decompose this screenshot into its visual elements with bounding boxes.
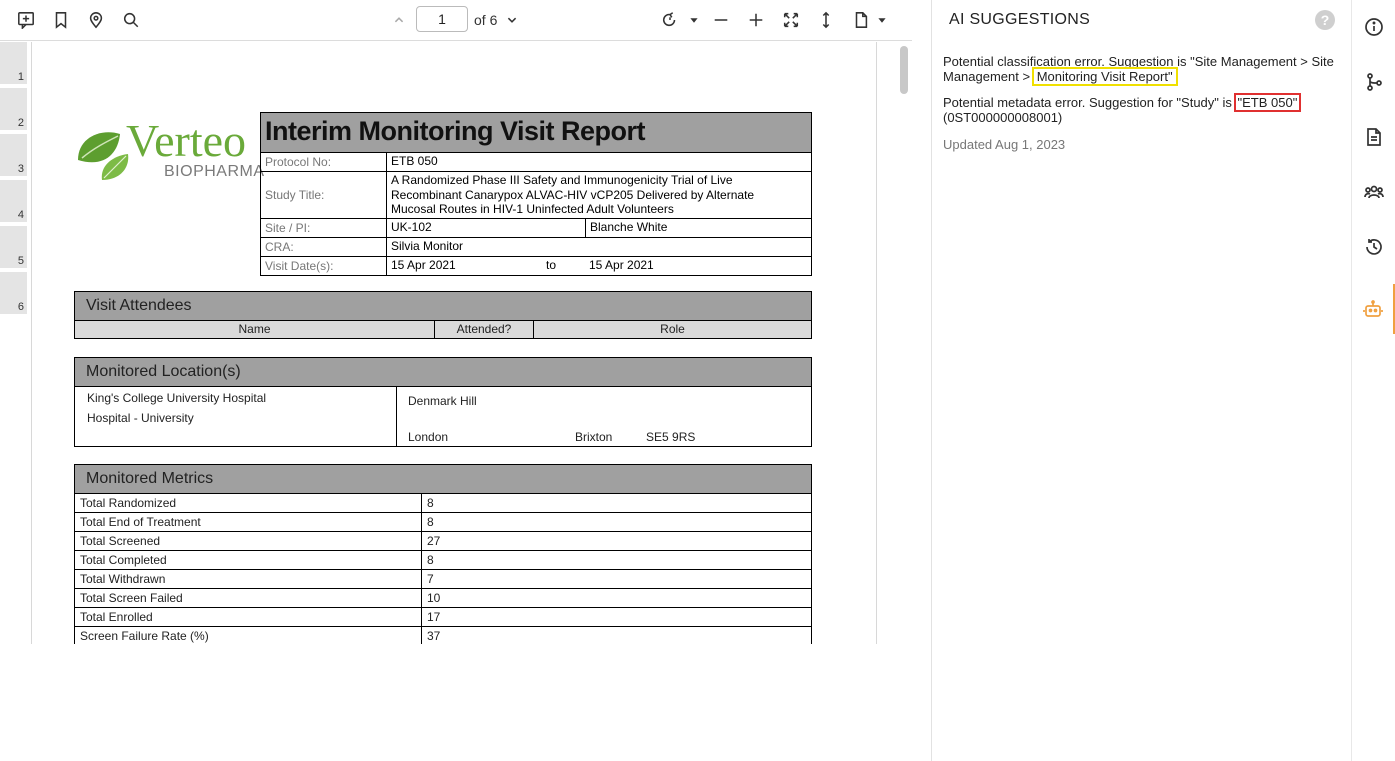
company-logo [74,115,265,190]
page-thumbnail[interactable]: 4 [0,180,27,224]
download-icon[interactable] [850,9,872,31]
page-number-input[interactable] [416,6,468,32]
panel-title: AI SUGGESTIONS [949,11,1091,28]
location-pin-icon[interactable] [85,9,107,31]
page-thumbnail[interactable]: 3 [0,134,27,178]
table-row: Screen Failure Rate (%) 37 [75,627,811,644]
highlighted-suggestion: Monitoring Visit Report" [1034,69,1176,84]
page-total: of 6 [474,12,498,28]
side-rail [1351,0,1395,761]
rotate-icon[interactable] [659,9,681,31]
zoom-in-icon[interactable] [745,9,767,31]
table-row: Protocol No: ETB 050 [261,153,811,172]
table-row: Total Screened 27 [75,532,811,551]
table-row: Total Enrolled 17 [75,608,811,627]
table-row: Total Randomized 8 [75,494,811,513]
scrollbar-thumb[interactable] [900,46,908,94]
metadata-suggestion[interactable]: Potential metadata error. Suggestion for "Study" is "ETB 050" (0ST000000008001) [943,95,1298,125]
leaf-logo-icon [74,120,134,186]
help-icon[interactable]: ? [1315,10,1335,30]
metrics-table [75,494,811,644]
viewer-scrollbar[interactable] [899,44,909,644]
table-row: CRA: Silvia Monitor [261,238,811,257]
page-thumbnail[interactable]: 5 [0,226,27,270]
classification-suggestion[interactable]: Potential classification error. Suggestion is "Site Management > Site Management > Monitoring Visit Report" [943,54,1334,84]
logo-subtitle: BIOPHARMA [164,163,265,180]
table-row: Visit Date(s): 15 Apr 2021 to 15 Apr 2021 [261,257,811,275]
rotate-dropdown-icon[interactable] [683,9,705,31]
table-row: Total Completed 8 [75,551,811,570]
users-icon[interactable] [1352,169,1395,215]
download-dropdown-icon[interactable] [871,9,893,31]
page-thumbnail[interactable]: 2 [0,88,27,132]
info-icon[interactable] [1352,4,1395,50]
table-row: Total Screen Failed 10 [75,589,811,608]
visit-attendees-section [74,291,812,339]
ai-suggestions-panel [931,0,1351,761]
updated-timestamp: Updated Aug 1, 2023 [943,137,1066,152]
previous-page-icon[interactable] [388,9,410,31]
monitored-locations-section: Monitored Location(s) King's College University Hospital Hospital - University Denmark Hill London Brixton SE5 9RS [74,357,812,447]
section-title: Monitored Location(s) [75,358,811,387]
fit-page-icon[interactable] [780,9,802,31]
page-thumbnails [0,42,28,644]
attendees-header: Name Attended? Role [75,321,811,338]
table-row: Study Title: A Randomized Phase III Safety and Immunogenicity Trial of Live Recombinant Canarypox ALVAC-HIV vCP205 Delivered by Alternate Mucosal Routes in HIV-1 Uninfected Adult Volunteers [261,172,811,219]
section-title: Visit Attendees [75,292,811,321]
section-title: Monitored Metrics [75,465,811,494]
table-row: Total Withdrawn 7 [75,570,811,589]
next-page-icon[interactable] [501,9,523,31]
table-row: Site / PI: UK-102 Blanche White [261,219,811,238]
add-comment-icon[interactable] [15,9,37,31]
monitored-metrics-section [74,464,812,644]
viewer-toolbar [0,0,912,41]
page-thumbnail[interactable]: 6 [0,272,27,316]
document-viewer[interactable] [31,42,877,644]
report-title: Interim Monitoring Visit Report [261,113,811,153]
search-icon[interactable] [120,9,142,31]
fit-height-icon[interactable] [815,9,837,31]
page-thumbnail[interactable]: 1 [0,42,27,86]
table-row: Total End of Treatment 8 [75,513,811,532]
workflow-icon[interactable] [1352,59,1395,105]
report-header-table [260,112,812,276]
logo-text: Verteo [126,115,247,166]
highlighted-suggestion: "ETB 050" [1237,95,1298,110]
document-icon[interactable] [1352,114,1395,160]
ai-bot-icon[interactable] [1352,284,1395,334]
bookmark-icon[interactable] [50,9,72,31]
history-icon[interactable] [1352,224,1395,270]
zoom-out-icon[interactable] [710,9,732,31]
